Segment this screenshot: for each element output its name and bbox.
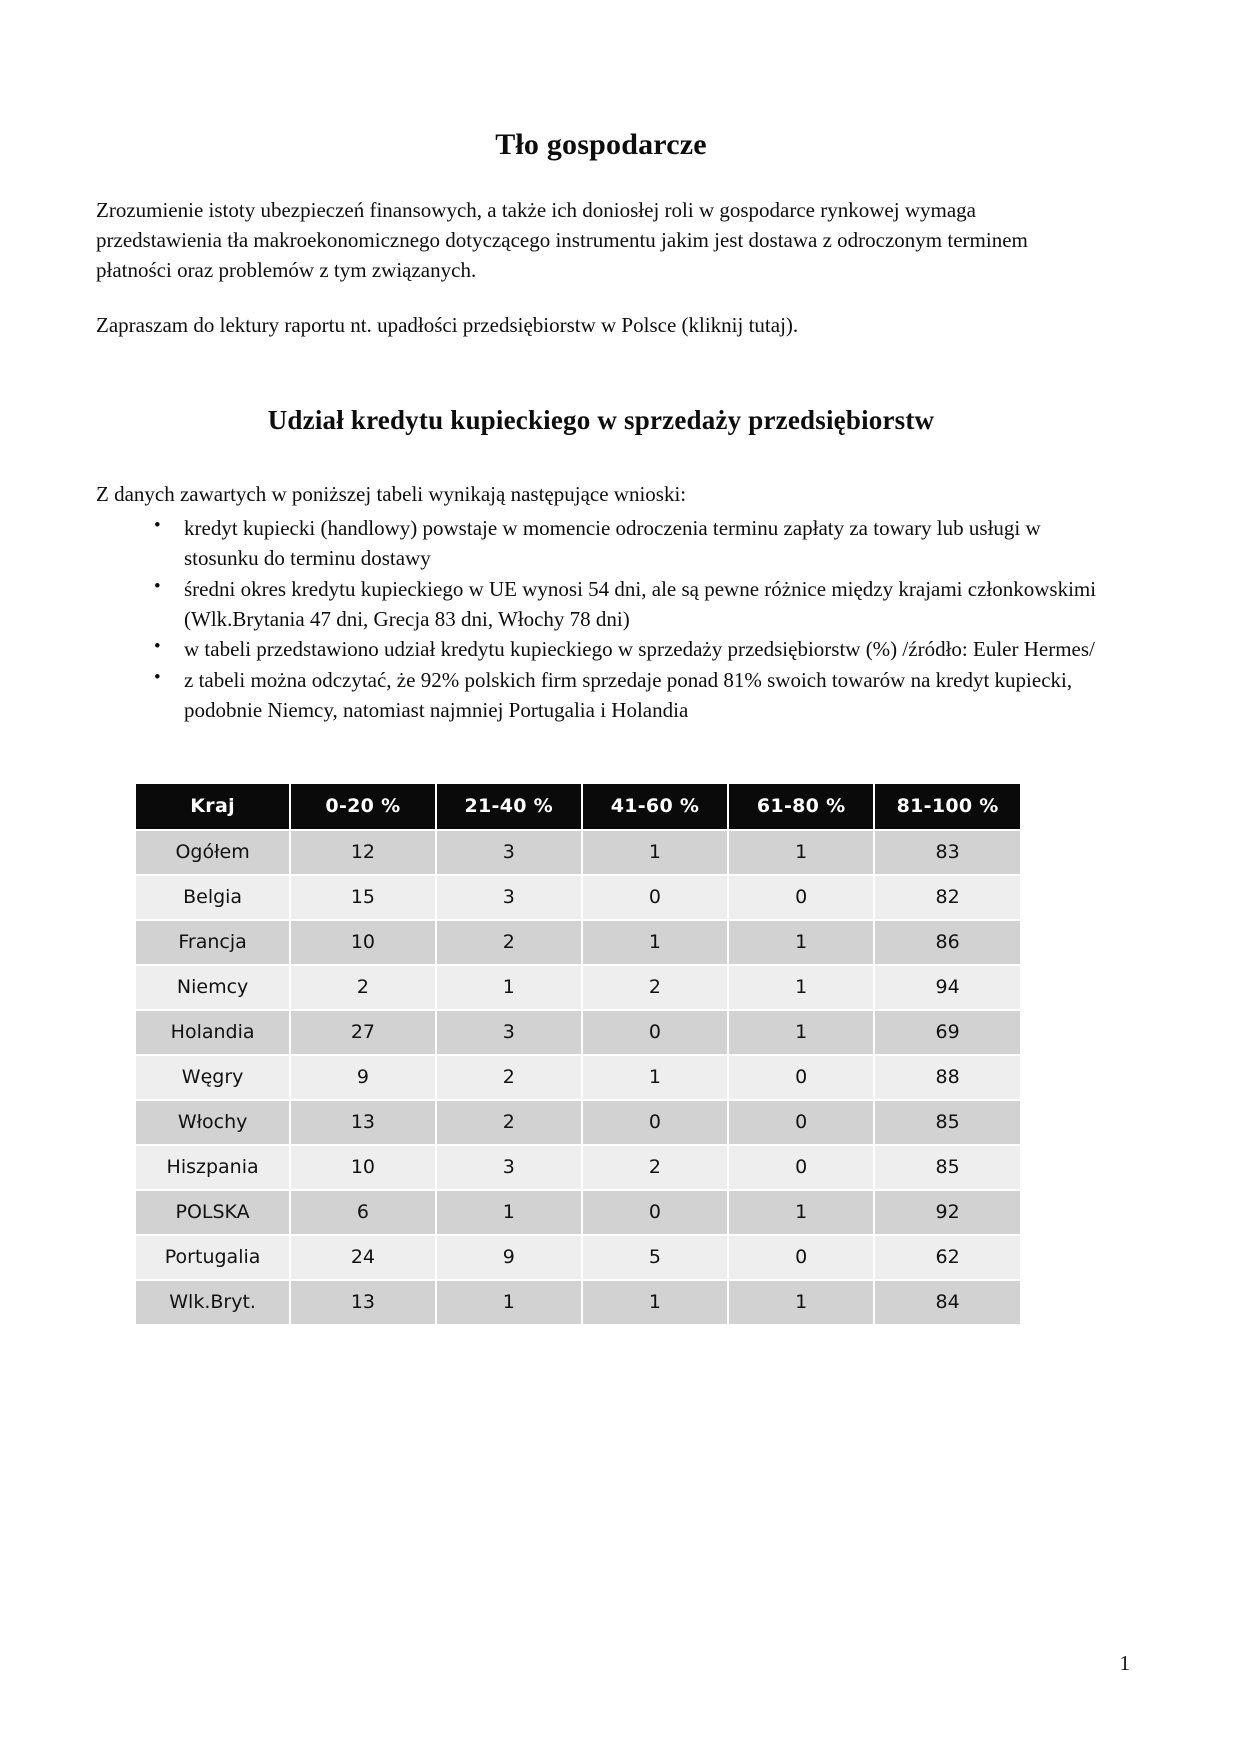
cell-country: Hiszpania xyxy=(136,1146,289,1189)
cell-value: 5 xyxy=(583,1236,727,1279)
cell-value: 3 xyxy=(437,1146,581,1189)
cell-country: POLSKA xyxy=(136,1191,289,1234)
cell-value: 1 xyxy=(437,966,581,1009)
cell-value: 1 xyxy=(729,1191,873,1234)
list-item: • średni okres kredytu kupieckiego w UE wynosi 54 dni, ale są pewne różnice między krajami członkowskimi (Wlk.Brytania 47 dni, Grecja 83 dni, Włochy 78 dni) xyxy=(154,575,1106,635)
page-number: 1 xyxy=(1119,1651,1130,1675)
cell-value: 15 xyxy=(291,876,434,919)
cell-value: 88 xyxy=(875,1056,1020,1099)
cell-country: Ogółem xyxy=(136,831,289,874)
cell-value: 2 xyxy=(437,1101,581,1144)
cell-value: 9 xyxy=(291,1056,434,1099)
cell-value: 2 xyxy=(437,921,581,964)
column-header-41-60: 41-60 % xyxy=(583,784,727,829)
cell-value: 10 xyxy=(291,921,434,964)
cell-value: 86 xyxy=(875,921,1020,964)
cell-value: 0 xyxy=(583,1101,727,1144)
column-header-kraj: Kraj xyxy=(136,784,289,829)
section-heading: Udział kredytu kupieckiego w sprzedaży przedsiębiorstw xyxy=(267,405,935,436)
intro-paragraph-1: Zrozumienie istoty ubezpieczeń finansowych, a także ich doniosłej roli w gospodarce rynkowej wymaga przedstawienia tła makroekonomicznego dotyczącego instrumentu jakim jest dostawa z odroczonym terminem płatności oraz problemów z tym związanych. xyxy=(96,198,1028,282)
cell-value: 3 xyxy=(437,1011,581,1054)
cell-country: Wlk.Bryt. xyxy=(136,1281,289,1324)
credit-share-table xyxy=(134,782,1022,1326)
table-header xyxy=(136,784,1020,829)
list-item: • z tabeli można odczytać, że 92% polskich firm sprzedaje ponad 81% swoich towarów na kredyt kupiecki, podobnie Niemcy, natomiast najmniej Portugalia i Holandia xyxy=(154,666,1106,726)
cell-value: 92 xyxy=(875,1191,1020,1234)
cell-value: 1 xyxy=(729,1281,873,1324)
cell-value: 84 xyxy=(875,1281,1020,1324)
cell-country: Niemcy xyxy=(136,966,289,1009)
cell-value: 82 xyxy=(875,876,1020,919)
cell-value: 0 xyxy=(583,1011,727,1054)
table-body xyxy=(136,831,1020,1324)
page-content xyxy=(96,128,1106,1326)
cell-value: 2 xyxy=(291,966,434,1009)
cell-value: 1 xyxy=(583,921,727,964)
table-row xyxy=(136,1056,1020,1099)
cell-value: 1 xyxy=(729,831,873,874)
cell-value: 1 xyxy=(583,831,727,874)
list-item: • w tabeli przedstawiono udział kredytu kupieckiego w sprzedaży przedsiębiorstw (%) /źródło: Euler Hermes/ xyxy=(154,635,1106,665)
spacer xyxy=(96,285,1106,311)
table-row xyxy=(136,1236,1020,1279)
cell-value: 0 xyxy=(729,876,873,919)
bullet-list-lead-in: Z danych zawartych w poniższej tabeli wynikają następujące wnioski: xyxy=(96,482,687,507)
cell-value: 1 xyxy=(583,1281,727,1324)
cell-value: 12 xyxy=(291,831,434,874)
table-row xyxy=(136,966,1020,1009)
table-row xyxy=(136,831,1020,874)
table-row xyxy=(136,1146,1020,1189)
cell-value: 3 xyxy=(437,831,581,874)
spacer xyxy=(96,436,1106,480)
cell-value: 0 xyxy=(729,1236,873,1279)
conclusions-list xyxy=(96,514,1106,726)
cell-value: 13 xyxy=(291,1101,434,1144)
cell-value: 85 xyxy=(875,1101,1020,1144)
cell-value: 0 xyxy=(729,1101,873,1144)
cell-value: 6 xyxy=(291,1191,434,1234)
cell-value: 3 xyxy=(437,876,581,919)
cell-value: 1 xyxy=(729,1011,873,1054)
cell-value: 13 xyxy=(291,1281,434,1324)
cell-country: Węgry xyxy=(136,1056,289,1099)
column-header-21-40: 21-40 % xyxy=(437,784,581,829)
cell-value: 1 xyxy=(729,966,873,1009)
cell-value: 27 xyxy=(291,1011,434,1054)
cell-value: 0 xyxy=(729,1146,873,1189)
table-row xyxy=(136,1011,1020,1054)
table-row xyxy=(136,1191,1020,1234)
table-row xyxy=(136,1101,1020,1144)
table-header-row xyxy=(136,784,1020,829)
cell-value: 2 xyxy=(437,1056,581,1099)
intro-paragraph-2: Zapraszam do lektury raportu nt. upadłości przedsiębiorstw w Polsce (kliknij tutaj). xyxy=(96,313,799,338)
cell-country: Portugalia xyxy=(136,1236,289,1279)
cell-value: 2 xyxy=(583,1146,727,1189)
table-row xyxy=(136,921,1020,964)
cell-value: 1 xyxy=(583,1056,727,1099)
cell-value: 1 xyxy=(729,921,873,964)
cell-value: 2 xyxy=(583,966,727,1009)
column-header-61-80: 61-80 % xyxy=(729,784,873,829)
cell-value: 1 xyxy=(437,1281,581,1324)
cell-value: 0 xyxy=(729,1056,873,1099)
table-row xyxy=(136,876,1020,919)
cell-value: 0 xyxy=(583,876,727,919)
cell-value: 85 xyxy=(875,1146,1020,1189)
cell-country: Holandia xyxy=(136,1011,289,1054)
column-header-81-100: 81-100 % xyxy=(875,784,1020,829)
credit-share-table-container xyxy=(134,782,1022,1326)
cell-value: 9 xyxy=(437,1236,581,1279)
cell-value: 94 xyxy=(875,966,1020,1009)
cell-value: 1 xyxy=(437,1191,581,1234)
cell-value: 62 xyxy=(875,1236,1020,1279)
cell-country: Włochy xyxy=(136,1101,289,1144)
column-header-0-20: 0-20 % xyxy=(291,784,434,829)
page-title: Tło gospodarcze xyxy=(495,128,707,161)
cell-value: 0 xyxy=(583,1191,727,1234)
table-row xyxy=(136,1281,1020,1324)
cell-country: Francja xyxy=(136,921,289,964)
cell-value: 83 xyxy=(875,831,1020,874)
list-item: • kredyt kupiecki (handlowy) powstaje w momencie odroczenia terminu zapłaty za towary lub usługi w stosunku do terminu dostawy xyxy=(154,514,1106,574)
cell-country: Belgia xyxy=(136,876,289,919)
cell-value: 24 xyxy=(291,1236,434,1279)
cell-value: 10 xyxy=(291,1146,434,1189)
cell-value: 69 xyxy=(875,1011,1020,1054)
spacer xyxy=(96,341,1106,405)
